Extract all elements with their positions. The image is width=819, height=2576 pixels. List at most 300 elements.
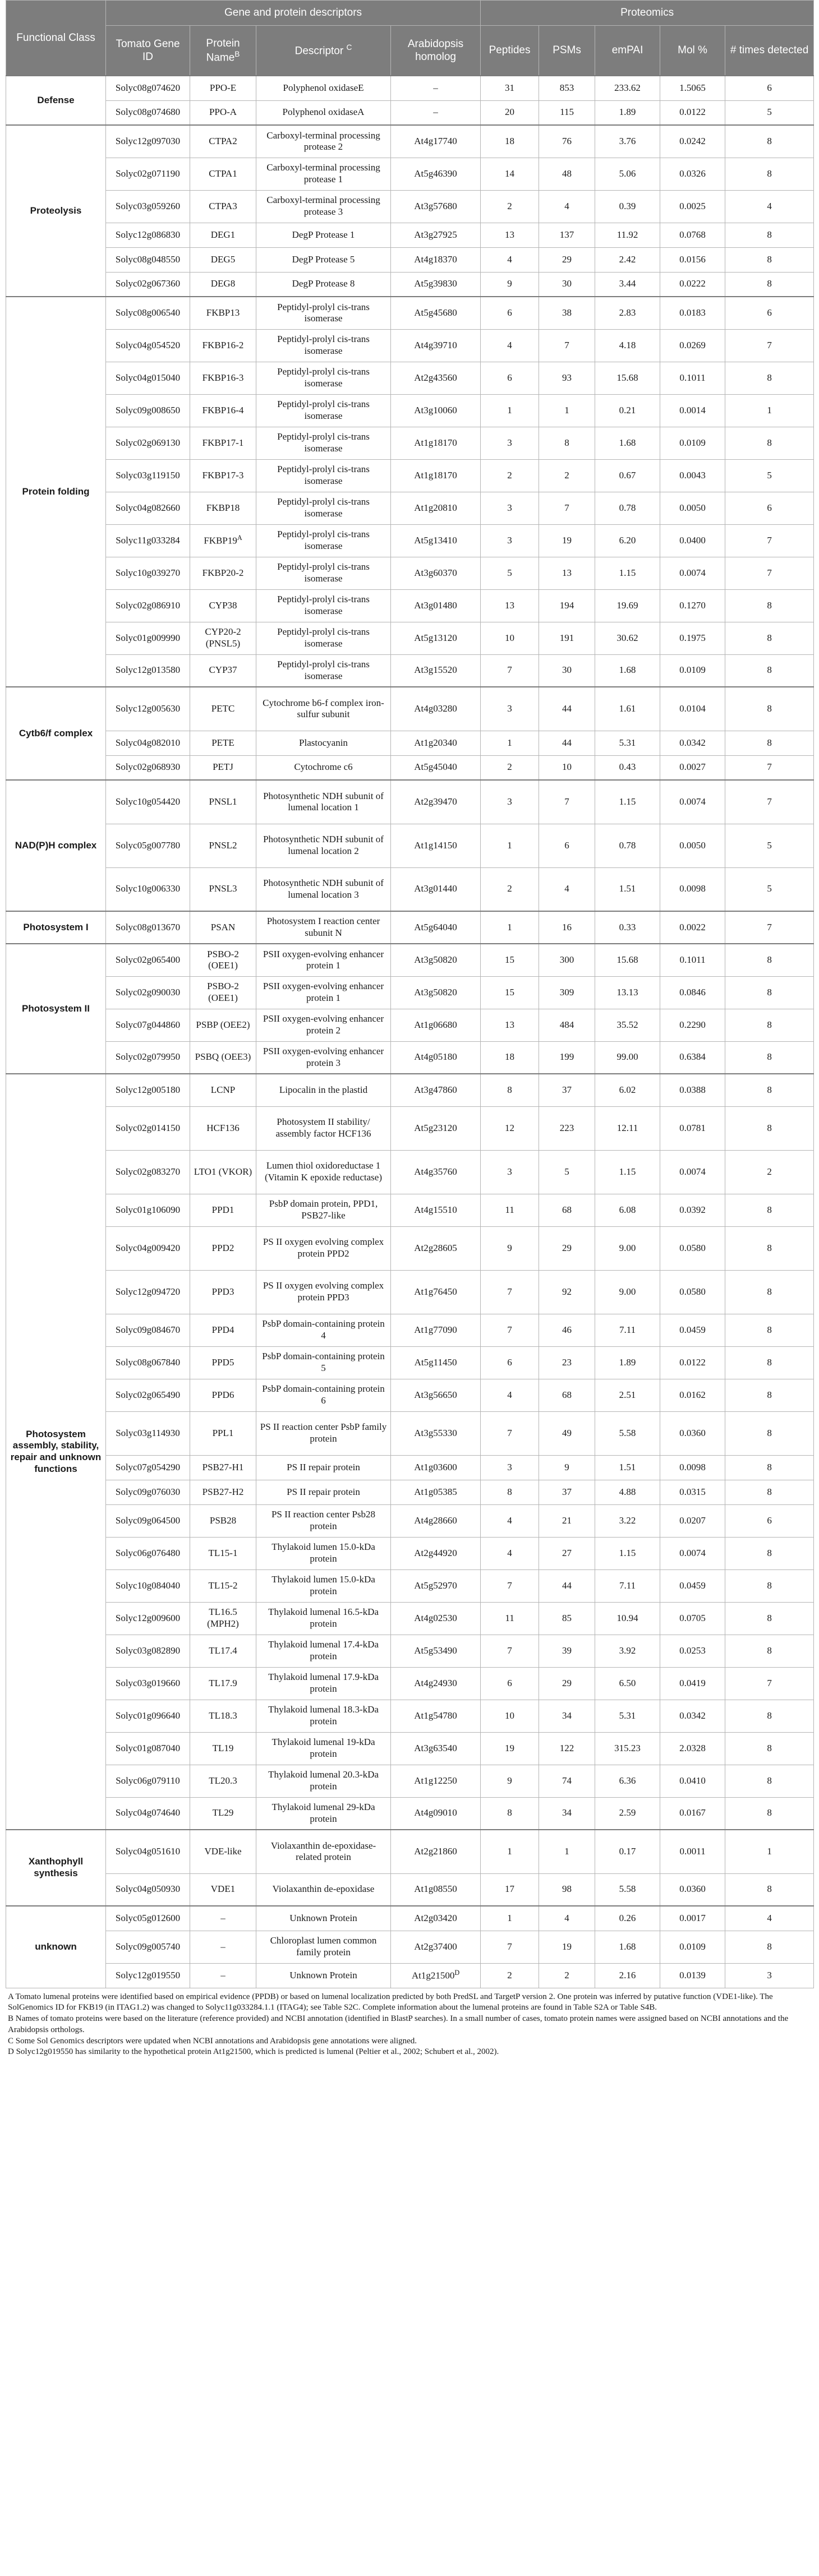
times-detected-cell: 8 [725, 158, 814, 190]
mol-percent-cell: 0.0043 [660, 459, 725, 492]
table-row [6, 1106, 814, 1150]
arabidopsis-homolog-cell: At1g20340 [391, 731, 481, 755]
arabidopsis-homolog-cell: At4g35760 [391, 1150, 481, 1194]
empai-cell: 3.22 [595, 1504, 660, 1537]
tomato-gene-id-cell: Solyc01g106090 [106, 1194, 190, 1226]
table-row [6, 1873, 814, 1906]
empai-cell: 0.43 [595, 755, 660, 780]
psms-cell: 34 [539, 1700, 595, 1732]
mol-percent-cell: 0.0183 [660, 297, 725, 329]
descriptor-cell: Photosystem II stability/ assembly factor HCF136 [256, 1106, 391, 1150]
psms-cell: 27 [539, 1537, 595, 1569]
mol-percent-cell: 0.0392 [660, 1194, 725, 1226]
psms-cell: 34 [539, 1797, 595, 1830]
psms-cell: 44 [539, 687, 595, 731]
psms-cell: 49 [539, 1411, 595, 1455]
tomato-gene-id-cell: Solyc02g069130 [106, 427, 190, 459]
descriptor-cell: DegP Protease 8 [256, 272, 391, 297]
psms-cell: 853 [539, 76, 595, 100]
arabidopsis-homolog-cell: – [391, 100, 481, 125]
peptides-cell: 1 [481, 394, 539, 427]
descriptor-cell: Carboxyl-terminal processing protease 3 [256, 190, 391, 223]
psms-cell: 1 [539, 1830, 595, 1873]
mol-percent-cell: 0.0388 [660, 1074, 725, 1106]
mol-percent-cell: 0.1011 [660, 362, 725, 394]
functional-class-cell: unknown [6, 1906, 106, 1988]
times-detected-cell: 1 [725, 394, 814, 427]
mol-percent-cell: 1.5065 [660, 76, 725, 100]
psms-cell: 122 [539, 1732, 595, 1765]
arabidopsis-homolog-cell: At3g27925 [391, 223, 481, 247]
descriptor-cell: PSII oxygen-evolving enhancer protein 2 [256, 1009, 391, 1041]
arabidopsis-homolog-cell: At5g11450 [391, 1346, 481, 1379]
psms-cell: 98 [539, 1873, 595, 1906]
protein-name-cell: FKBP17-3 [190, 459, 256, 492]
tomato-gene-id-cell: Solyc08g048550 [106, 247, 190, 272]
empai-cell: 5.58 [595, 1411, 660, 1455]
tomato-gene-id-cell: Solyc02g083270 [106, 1150, 190, 1194]
tomato-gene-id-cell: Solyc03g114930 [106, 1411, 190, 1455]
tomato-gene-id-cell: Solyc01g087040 [106, 1732, 190, 1765]
peptides-cell: 9 [481, 1226, 539, 1270]
empai-cell: 4.88 [595, 1480, 660, 1504]
psms-cell: 4 [539, 1906, 595, 1931]
mol-percent-cell: 0.6384 [660, 1041, 725, 1074]
descriptor-cell: Polyphenol oxidaseE [256, 76, 391, 100]
psms-cell: 29 [539, 1667, 595, 1700]
psms-cell: 29 [539, 1226, 595, 1270]
protein-name-cell: PPD2 [190, 1226, 256, 1270]
arabidopsis-homolog-cell: At5g64040 [391, 911, 481, 944]
empai-cell: 35.52 [595, 1009, 660, 1041]
times-detected-cell: 8 [725, 1411, 814, 1455]
mol-percent-cell: 0.0459 [660, 1314, 725, 1346]
times-detected-cell: 8 [725, 1009, 814, 1041]
protein-name-cell: PPD4 [190, 1314, 256, 1346]
times-detected-cell: 4 [725, 1906, 814, 1931]
protein-name-cell: – [190, 1906, 256, 1931]
arabidopsis-homolog-cell: At3g60370 [391, 557, 481, 589]
arabidopsis-homolog-cell: At3g55330 [391, 1411, 481, 1455]
mol-percent-cell: 0.0342 [660, 1700, 725, 1732]
tomato-gene-id-cell: Solyc06g079110 [106, 1765, 190, 1797]
peptides-cell: 3 [481, 492, 539, 524]
protein-name-cell: FKBP18 [190, 492, 256, 524]
peptides-cell: 4 [481, 1537, 539, 1569]
footnotes [6, 1992, 813, 2058]
psms-cell: 484 [539, 1009, 595, 1041]
peptides-cell: 4 [481, 247, 539, 272]
empai-cell: 0.26 [595, 1906, 660, 1931]
col-mol-percent: Mol % [660, 26, 725, 76]
descriptor-cell: Thylakoid lumen 15.0-kDa protein [256, 1569, 391, 1602]
tomato-gene-id-cell: Solyc12g005180 [106, 1074, 190, 1106]
descriptor-cell: Carboxyl-terminal processing protease 2 [256, 125, 391, 158]
tomato-gene-id-cell: Solyc10g006330 [106, 867, 190, 911]
mol-percent-cell: 0.0027 [660, 755, 725, 780]
mol-percent-cell: 0.0022 [660, 911, 725, 944]
times-detected-cell: 5 [725, 100, 814, 125]
tomato-gene-id-cell: Solyc03g082890 [106, 1635, 190, 1667]
empai-cell: 315.23 [595, 1732, 660, 1765]
times-detected-cell: 8 [725, 1480, 814, 1504]
tomato-gene-id-cell: Solyc03g059260 [106, 190, 190, 223]
functional-class-cell: Photosystem II [6, 944, 106, 1074]
psms-cell: 93 [539, 362, 595, 394]
arabidopsis-homolog-cell: At2g03420 [391, 1906, 481, 1931]
col-descriptor: Descriptor $^C$ [256, 26, 391, 76]
arabidopsis-homolog-cell: At4g17740 [391, 125, 481, 158]
tomato-gene-id-cell: Solyc06g076480 [106, 1537, 190, 1569]
arabidopsis-homolog-cell: At5g39830 [391, 272, 481, 297]
table-row [6, 911, 814, 944]
arabidopsis-homolog-cell: At3g57680 [391, 190, 481, 223]
peptides-cell: 2 [481, 867, 539, 911]
col-times-detected: # times detected [725, 26, 814, 76]
descriptor-cell: Polyphenol oxidaseA [256, 100, 391, 125]
descriptor-cell: DegP Protease 1 [256, 223, 391, 247]
protein-name-cell: PSBO-2 (OEE1) [190, 976, 256, 1009]
peptides-cell: 19 [481, 1732, 539, 1765]
tomato-gene-id-cell: Solyc03g019660 [106, 1667, 190, 1700]
arabidopsis-homolog-cell: At5g46390 [391, 158, 481, 190]
protein-name-cell: PETC [190, 687, 256, 731]
psms-cell: 194 [539, 589, 595, 622]
functional-class-cell: Proteolysis [6, 125, 106, 297]
table-row [6, 780, 814, 824]
protein-name-cell: PSB27-H1 [190, 1455, 256, 1480]
psms-cell: 4 [539, 867, 595, 911]
lumenal-proteins-table [6, 0, 814, 1988]
functional-class-cell: Defense [6, 76, 106, 125]
table-row [6, 1041, 814, 1074]
times-detected-cell: 8 [725, 1700, 814, 1732]
times-detected-cell: 7 [725, 911, 814, 944]
protein-name-cell: LTO1 (VKOR) [190, 1150, 256, 1194]
table-row [6, 589, 814, 622]
empai-cell: 5.06 [595, 158, 660, 190]
table-row [6, 687, 814, 731]
times-detected-cell: 8 [725, 1455, 814, 1480]
arabidopsis-homolog-cell: At5g52970 [391, 1569, 481, 1602]
empai-cell: 3.44 [595, 272, 660, 297]
times-detected-cell: 8 [725, 731, 814, 755]
descriptor-cell: Thylakoid lumenal 19-kDa protein [256, 1732, 391, 1765]
psms-cell: 199 [539, 1041, 595, 1074]
psms-cell: 76 [539, 125, 595, 158]
empai-cell: 15.68 [595, 944, 660, 976]
psms-cell: 48 [539, 158, 595, 190]
protein-name-cell: PNSL3 [190, 867, 256, 911]
times-detected-cell: 4 [725, 190, 814, 223]
mol-percent-cell: 0.0122 [660, 1346, 725, 1379]
empai-cell: 0.39 [595, 190, 660, 223]
times-detected-cell: 7 [725, 329, 814, 362]
protein-name-cell: FKBP17-1 [190, 427, 256, 459]
empai-cell: 11.92 [595, 223, 660, 247]
tomato-gene-id-cell: Solyc02g067360 [106, 272, 190, 297]
table-row [6, 1455, 814, 1480]
psms-cell: 74 [539, 1765, 595, 1797]
protein-name-cell: CTPA1 [190, 158, 256, 190]
tomato-gene-id-cell: Solyc02g065400 [106, 944, 190, 976]
descriptor-cell: Peptidyl-prolyl cis-trans isomerase [256, 622, 391, 654]
mol-percent-cell: 0.0011 [660, 1830, 725, 1873]
arabidopsis-homolog-cell: At3g15520 [391, 654, 481, 687]
descriptor-cell: Lumen thiol oxidoreductase 1 (Vitamin K epoxide reductase) [256, 1150, 391, 1194]
mol-percent-cell: 0.0074 [660, 1150, 725, 1194]
descriptor-cell: Peptidyl-prolyl cis-trans isomerase [256, 394, 391, 427]
table-row [6, 824, 814, 867]
empai-cell: 6.08 [595, 1194, 660, 1226]
times-detected-cell: 8 [725, 1635, 814, 1667]
peptides-cell: 3 [481, 524, 539, 557]
tomato-gene-id-cell: Solyc04g082660 [106, 492, 190, 524]
mol-percent-cell: 0.0580 [660, 1226, 725, 1270]
mol-percent-cell: 0.0342 [660, 731, 725, 755]
psms-cell: 30 [539, 654, 595, 687]
psms-cell: 115 [539, 100, 595, 125]
table-row [6, 731, 814, 755]
times-detected-cell: 5 [725, 867, 814, 911]
times-detected-cell: 8 [725, 687, 814, 731]
table-row [6, 524, 814, 557]
mol-percent-cell: 0.1270 [660, 589, 725, 622]
mol-percent-cell: 0.0253 [660, 1635, 725, 1667]
times-detected-cell: 8 [725, 976, 814, 1009]
protein-name-cell: FKBP13 [190, 297, 256, 329]
peptides-cell: 3 [481, 427, 539, 459]
protein-name-cell: PETJ [190, 755, 256, 780]
footnote-c: C Some Sol Genomics descriptors were updated when NCBI annotations and Arabidopsis gene annotations were aligned. [8, 2036, 417, 2046]
mol-percent-cell: 0.0139 [660, 1963, 725, 1988]
tomato-gene-id-cell: Solyc04g051610 [106, 1830, 190, 1873]
functional-class-cell: NAD(P)H complex [6, 780, 106, 911]
tomato-gene-id-cell: Solyc12g005630 [106, 687, 190, 731]
arabidopsis-homolog-cell: At5g13120 [391, 622, 481, 654]
arabidopsis-homolog-cell: At3g50820 [391, 976, 481, 1009]
empai-cell: 5.31 [595, 731, 660, 755]
tomato-gene-id-cell: Solyc08g067840 [106, 1346, 190, 1379]
psms-cell: 29 [539, 247, 595, 272]
descriptor-cell: Thylakoid lumenal 18.3-kDa protein [256, 1700, 391, 1732]
mol-percent-cell: 0.0167 [660, 1797, 725, 1830]
psms-cell: 1 [539, 394, 595, 427]
mol-percent-cell: 0.0580 [660, 1270, 725, 1314]
descriptor-cell: Violaxanthin de-epoxidase [256, 1873, 391, 1906]
peptides-cell: 10 [481, 622, 539, 654]
tomato-gene-id-cell: Solyc09g076030 [106, 1480, 190, 1504]
tomato-gene-id-cell: Solyc10g054420 [106, 780, 190, 824]
peptides-cell: 10 [481, 1700, 539, 1732]
functional-class-cell: Xanthophyll synthesis [6, 1830, 106, 1906]
tomato-gene-id-cell: Solyc08g013670 [106, 911, 190, 944]
tomato-gene-id-cell: Solyc04g082010 [106, 731, 190, 755]
times-detected-cell: 8 [725, 1379, 814, 1411]
protein-name-cell: PSAN [190, 911, 256, 944]
times-detected-cell: 8 [725, 1226, 814, 1270]
times-detected-cell: 7 [725, 755, 814, 780]
descriptor-cell: PsbP domain-containing protein 6 [256, 1379, 391, 1411]
table-row [6, 1411, 814, 1455]
protein-name-cell: PPL1 [190, 1411, 256, 1455]
peptides-cell: 3 [481, 1150, 539, 1194]
peptides-cell: 7 [481, 1569, 539, 1602]
arabidopsis-homolog-cell: At1g54780 [391, 1700, 481, 1732]
tomato-gene-id-cell: Solyc05g007780 [106, 824, 190, 867]
psms-cell: 6 [539, 824, 595, 867]
times-detected-cell: 5 [725, 824, 814, 867]
times-detected-cell: 8 [725, 1797, 814, 1830]
col-arabidopsis-homolog: Arabidopsis homolog [391, 26, 481, 76]
mol-percent-cell: 0.0098 [660, 1455, 725, 1480]
arabidopsis-homolog-cell: At3g01480 [391, 589, 481, 622]
descriptor-cell: PS II oxygen evolving complex protein PPD2 [256, 1226, 391, 1270]
protein-name-cell: PSBQ (OEE3) [190, 1041, 256, 1074]
times-detected-cell: 8 [725, 272, 814, 297]
peptides-cell: 2 [481, 1963, 539, 1988]
mol-percent-cell: 0.0400 [660, 524, 725, 557]
arabidopsis-homolog-cell: At3g10060 [391, 394, 481, 427]
footnote-b: B Names of tomato proteins were based on the literature (reference provided) and NCBI annotation (identified in BlastP searches). In a small number of cases, tomato protein names were assigned based on NCBI annotations and the Arabidopsis orthologs. [8, 2014, 789, 2034]
descriptor-cell: PsbP domain-containing protein 4 [256, 1314, 391, 1346]
empai-cell: 1.51 [595, 867, 660, 911]
peptides-cell: 8 [481, 1480, 539, 1504]
arabidopsis-homolog-cell: At1g03600 [391, 1455, 481, 1480]
tomato-gene-id-cell: Solyc09g005740 [106, 1931, 190, 1963]
arabidopsis-homolog-cell: At5g13410 [391, 524, 481, 557]
psms-cell: 68 [539, 1379, 595, 1411]
mol-percent-cell: 0.0459 [660, 1569, 725, 1602]
mol-percent-cell: 0.0122 [660, 100, 725, 125]
psms-cell: 23 [539, 1346, 595, 1379]
table-row [6, 427, 814, 459]
protein-name-cell: PPD6 [190, 1379, 256, 1411]
times-detected-cell: 8 [725, 1765, 814, 1797]
descriptor-cell: Peptidyl-prolyl cis-trans isomerase [256, 557, 391, 589]
col-functional-class: Functional Class [6, 1, 106, 76]
empai-cell: 6.02 [595, 1074, 660, 1106]
arabidopsis-homolog-cell: At5g53490 [391, 1635, 481, 1667]
times-detected-cell: 8 [725, 223, 814, 247]
descriptor-cell: PS II repair protein [256, 1455, 391, 1480]
table-row [6, 867, 814, 911]
protein-name-cell: PSBO-2 (OEE1) [190, 944, 256, 976]
psms-cell: 8 [539, 427, 595, 459]
empai-cell: 1.15 [595, 1150, 660, 1194]
peptides-cell: 2 [481, 459, 539, 492]
empai-cell: 15.68 [595, 362, 660, 394]
arabidopsis-homolog-cell: At4g15510 [391, 1194, 481, 1226]
tomato-gene-id-cell: Solyc04g050930 [106, 1873, 190, 1906]
table-row [6, 944, 814, 976]
table-row [6, 272, 814, 297]
times-detected-cell: 6 [725, 492, 814, 524]
table-body [6, 76, 814, 1988]
tomato-gene-id-cell: Solyc12g086830 [106, 223, 190, 247]
table-row [6, 1931, 814, 1963]
tomato-gene-id-cell: Solyc12g094720 [106, 1270, 190, 1314]
tomato-gene-id-cell: Solyc12g009600 [106, 1602, 190, 1635]
empai-cell: 1.61 [595, 687, 660, 731]
mol-percent-cell: 0.2290 [660, 1009, 725, 1041]
protein-name-cell: PNSL2 [190, 824, 256, 867]
empai-cell: 3.92 [595, 1635, 660, 1667]
descriptor-cell: Peptidyl-prolyl cis-trans isomerase [256, 524, 391, 557]
mol-percent-cell: 0.0050 [660, 824, 725, 867]
arabidopsis-homolog-cell: At4g28660 [391, 1504, 481, 1537]
psms-cell: 9 [539, 1455, 595, 1480]
psms-cell: 37 [539, 1074, 595, 1106]
table-row [6, 1009, 814, 1041]
arabidopsis-homolog-cell: At4g24930 [391, 1667, 481, 1700]
arabidopsis-homolog-cell: At2g39470 [391, 780, 481, 824]
empai-cell: 1.15 [595, 1537, 660, 1569]
table-row [6, 1346, 814, 1379]
arabidopsis-homolog-cell: At1g76450 [391, 1270, 481, 1314]
tomato-gene-id-cell: Solyc02g065490 [106, 1379, 190, 1411]
peptides-cell: 6 [481, 1667, 539, 1700]
descriptor-cell: Violaxanthin de-epoxidase-related protein [256, 1830, 391, 1873]
peptides-cell: 4 [481, 1504, 539, 1537]
tomato-gene-id-cell: Solyc04g009420 [106, 1226, 190, 1270]
protein-name-cell: FKBP16-2 [190, 329, 256, 362]
arabidopsis-homolog-cell: At4g05180 [391, 1041, 481, 1074]
peptides-cell: 1 [481, 911, 539, 944]
times-detected-cell: 8 [725, 1931, 814, 1963]
times-detected-cell: 8 [725, 1041, 814, 1074]
times-detected-cell: 8 [725, 1314, 814, 1346]
times-detected-cell: 8 [725, 362, 814, 394]
psms-cell: 85 [539, 1602, 595, 1635]
psms-cell: 16 [539, 911, 595, 944]
peptides-cell: 4 [481, 1379, 539, 1411]
times-detected-cell: 2 [725, 1150, 814, 1194]
protein-name-cell: – [190, 1931, 256, 1963]
arabidopsis-homolog-cell: At3g50820 [391, 944, 481, 976]
arabidopsis-homolog-cell: At2g44920 [391, 1537, 481, 1569]
empai-cell: 10.94 [595, 1602, 660, 1635]
empai-cell: 9.00 [595, 1226, 660, 1270]
psms-cell: 39 [539, 1635, 595, 1667]
footnote-a: A Tomato lumenal proteins were identified based on empirical evidence (PPDB) or based on lumenal localization predicted by both PredSL and TargetP version 2. One protein was inferred by putative function (VDE1-like). The SolGenomics ID for FKB19 (in ITAG1.2) was changed to Solyc11g033284.1.1 (ITAG4); see Table S2C. Complete information about the lumenal proteins are found in Table S2A or Table S4B. [8, 1992, 773, 2012]
empai-cell: 0.33 [595, 911, 660, 944]
descriptor-cell: Thylakoid lumen 15.0-kDa protein [256, 1537, 391, 1569]
arabidopsis-homolog-cell: At1g14150 [391, 824, 481, 867]
peptides-cell: 20 [481, 100, 539, 125]
protein-name-cell: PSB28 [190, 1504, 256, 1537]
table-row [6, 247, 814, 272]
times-detected-cell: 3 [725, 1963, 814, 1988]
empai-cell: 1.68 [595, 654, 660, 687]
times-detected-cell: 8 [725, 589, 814, 622]
table-row [6, 557, 814, 589]
mol-percent-cell: 0.0768 [660, 223, 725, 247]
tomato-gene-id-cell: Solyc01g009990 [106, 622, 190, 654]
descriptor-cell: Peptidyl-prolyl cis-trans isomerase [256, 492, 391, 524]
table-row [6, 125, 814, 158]
peptides-cell: 15 [481, 944, 539, 976]
descriptor-cell: Photosynthetic NDH subunit of lumenal location 2 [256, 824, 391, 867]
descriptor-cell: Cytochrome b6-f complex iron-sulfur subunit [256, 687, 391, 731]
protein-name-cell: PNSL1 [190, 780, 256, 824]
peptides-cell: 5 [481, 557, 539, 589]
empai-cell: 2.59 [595, 1797, 660, 1830]
protein-name-cell: CTPA3 [190, 190, 256, 223]
descriptor-cell: Unknown Protein [256, 1906, 391, 1931]
peptides-cell: 15 [481, 976, 539, 1009]
table-row [6, 976, 814, 1009]
